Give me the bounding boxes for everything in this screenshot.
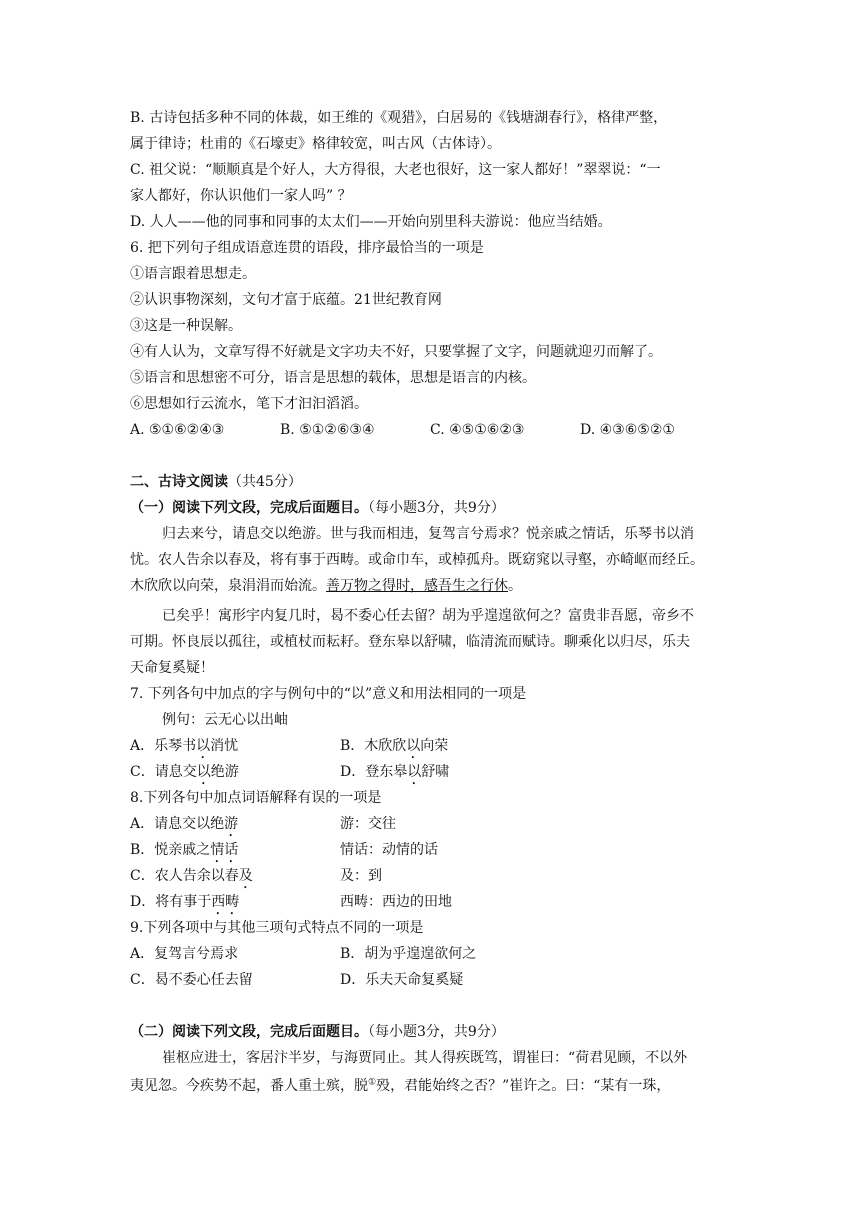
q7-option-c [130,762,239,788]
q7-d-text: D．登东皋 [340,764,408,780]
q6-option-c: C. ④⑤①⑥②③ [430,422,525,438]
q7-option-b [340,736,448,762]
q5-option-c-line2: 家人都好，你认识他们一家人吗” ？ [130,188,352,204]
q6-option-b: B. ⑤①②⑥③④ [280,422,375,438]
q7-c-rest: 绝游 [210,764,239,780]
q8-c-text: C．农人告余以春 [130,868,239,884]
q6-option-d: D. ④③⑥⑤②① [580,422,675,438]
q7-example: 例句：云无心以出岫 [162,712,288,728]
q6-sentence-3: ③这是一种误解。 [130,318,242,334]
q5-option-b-line1: B. 古诗包括多种不同的体裁，如王维的《观猎》，白居易的《钱塘湖春行》，格律严整， [130,110,668,126]
q9-option-a: A．复驾言兮焉求 [130,946,239,962]
part-1-heading [130,498,505,518]
passage-1-para1-line2: 忧。农人告余以春及，将有事于西畴。或命巾车，或棹孤舟。既窈窕以寻壑，亦崎岖而经丘。 [130,552,704,568]
passage-2-line2 [130,1076,670,1096]
q7-b-text: B．木欣欣 [340,738,407,754]
q8-stem: 8.下列各句中加点词语解释有误的一项是 [130,790,382,806]
q8-b-dotted: 情话 [210,842,239,858]
part-1-note: （每小题3分，共9分） [368,500,505,516]
q7-d-rest: 舒啸 [421,764,450,780]
q7-d-dotted: 以 [407,764,422,780]
q8-a-definition: 游：交往 [340,816,396,832]
passage-1-para2-line3: 天命复奚疑！ [130,660,214,676]
q7-option-d [340,762,449,788]
q7-c-text: C．请息交 [130,764,197,780]
q8-d-dotted: 西畴 [211,894,240,910]
section-2-title: 二、古诗文阅读 [130,474,228,490]
q7-c-dotted: 以 [196,764,211,780]
q6-sentence-5: ⑤语言和思想密不可分，语言是思想的载体，思想是语言的内核。 [130,370,536,386]
part-1-title: （一）阅读下列文段，完成后面题目。 [130,500,368,516]
q8-c-definition: 及：到 [340,868,382,884]
passage-2-text-rest: 殁，君能始终之否？”崔许之。曰：“某有一珠， [376,1078,671,1094]
footnote-marker: ① [368,1077,377,1088]
passage-1-para1-line1: 归去来兮，请息交以绝游。世与我而相违，复驾言兮焉求？悦亲戚之情话，乐琴书以消 [162,526,694,542]
q6-sentence-1: ①语言跟着思想走。 [130,266,256,282]
q8-b-definition: 情话：动情的话 [340,842,438,858]
q7-b-rest: 向荣 [420,738,449,754]
q8-d-definition: 西畴：西边的田地 [340,894,452,910]
q7-a-text: A．乐琴书 [130,738,197,754]
q8-d-text: D．将有事于 [130,894,212,910]
q6-sentence-6: ⑥思想如行云流水，笔下才汩汩滔滔。 [130,396,368,412]
q5-option-b-line2: 属于律诗；杜甫的《石壕吏》格律较宽，叫古风（古体诗）。 [130,136,501,152]
section-2-score: （共45分） [228,474,302,490]
q7-stem: 7. 下列各句中加点的字与例句中的“以”意义和用法相同的一项是 [130,686,527,702]
passage-1-punct: 。 [508,578,522,594]
q8-a-text: A．请息交以绝 [130,816,225,832]
q8-b-text: B．悦亲戚之 [130,842,211,858]
q9-option-c: C．曷不委心任去留 [130,972,253,988]
passage-1-text: 木欣欣以向荣，泉涓涓而始流。 [130,578,326,594]
q5-option-d: D. 人人——他的同事和同事的太太们——开始向别里科夫游说：他应当结婚。 [130,214,612,230]
passage-2-line1: 崔枢应进士，客居汴半岁，与海贾同止。其人得疾既笃，谓崔曰：“荷君见顾，不以外 [162,1050,688,1066]
q9-option-d: D．乐夫天命复奚疑 [340,972,464,988]
underlined-sentence: 善万物之得时，感吾生之行休 [326,578,508,594]
section-2-heading [130,472,302,492]
passage-1-para1-line3 [130,576,522,596]
q6-stem: 6. 把下列句子组成语意连贯的语段，排序最恰当的一项是 [130,240,484,256]
q9-stem: 9.下列各项中与其他三项句式特点不同的一项是 [130,920,424,936]
part-2-heading [130,1022,505,1042]
part-2-title: （二）阅读下列文段，完成后面题目。 [130,1024,368,1040]
q7-a-dotted: 以 [196,738,211,754]
q7-b-dotted: 以 [406,738,421,754]
q8-a-dotted: 游 [224,816,239,832]
passage-2-text: 夷见忽。今疾势不起，番人重土殡，脱 [130,1078,368,1094]
q8-c-dotted: 及 [238,868,253,884]
passage-1-para2-line2: 可期。怀良辰以孤往，或植杖而耘耔。登东皋以舒啸，临清流而赋诗。聊乘化以归尽，乐夫 [130,634,690,650]
part-2-note: （每小题3分，共9分） [368,1024,505,1040]
q6-option-a: A. ⑤①⑥②④③ [130,422,225,438]
q6-sentence-2: ②认识事物深刻，文句才富于底蕴。21世纪教育网 [130,292,442,308]
passage-1-para2-line1: 已矣乎！寓形宇内复几时，曷不委心任去留？胡为乎遑遑欲何之？富贵非吾愿，帝乡不 [162,608,694,624]
q9-option-b: B．胡为乎遑遑欲何之 [340,946,477,962]
q6-sentence-4: ④有人认为，文章写得不好就是文字功夫不好，只要掌握了文字，问题就迎刃而解了。 [130,344,662,360]
q5-option-c-line1: C. 祖父说：“顺顺真是个好人，大方得很，大老也很好，这一家人都好！”翠翠说：“一 [130,162,661,178]
q7-a-rest: 消忧 [210,738,239,754]
q7-option-a [130,736,238,762]
